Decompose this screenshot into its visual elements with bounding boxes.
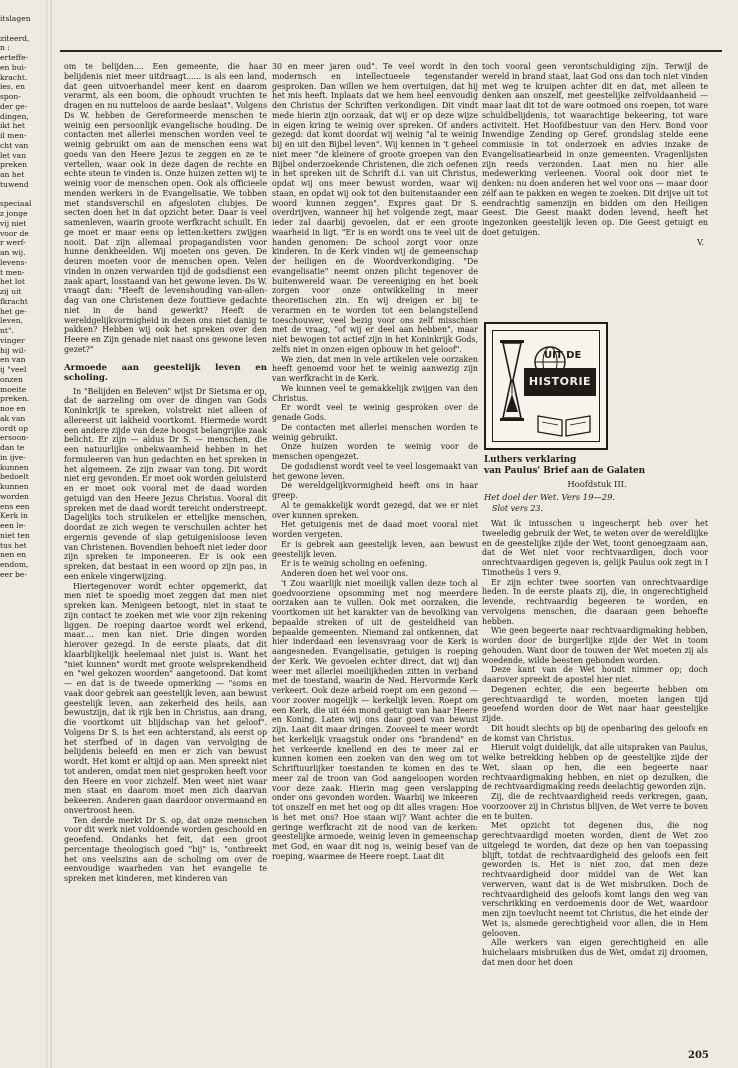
fragment-line: kunnen <box>0 462 29 472</box>
col1-paragraph-4: Ten derde merkt Dr S. op, dat onze menschen voor dit werk niet voldoende worden geschoold en geoefend. Ondanks het feit, dat een groot percentage theologisch goed "bij" is, "ontbreekt het ons veelszins aan de scholing om over de eenvoudige waarheden van het evangelie te spreken met kinderen, met kinderen van <box>64 815 267 883</box>
fragment-line: levens- <box>0 257 28 267</box>
col1-paragraph-1: om te belijden.... Een gemeente, die haar belijdenis niet meer uitdraagt...... is als een land, dat geen uitvoerhandel meer kent en daarom verarmt, als een boom, die ophoudt vruchten te dragen en nu nutteloos de aarde beslaat". Volgens Ds W. hebben de Gereformeerde menschen te weinig een persoonlijk evangelische houding. De contacten met allerlei menschen worden veel te weinig gebruikt om aan de menschen eens wat goeds van den Heere Jezus te zeggen en ze te vertellen, waar ook in deze dagen de rechte en echte steun te vinden is. Onze huizen zetten wij te weinig voor de menschen open. Ook als officieele menden werkers in de Evangelisatie. We tobben met standsverschil en afgesloten clubjes. De secten doen het in dat opzicht beter. Daar is veel samenleven, waarin groote werfkracht schuilt. En ge moet er maar eens op letten:ketters zwijgen nooit. Dat zijn allemaal propagandisten voor hunne denkbeelden. Wij moeten ons geven. De deuren moeten voor de menschen open. Velen vinden in onzen verwarden tijd de godsdienst een zaak apart, losstaand van het gewone leven. Ds W. vraagt dan: "Heeft de levenshouding van-allen-dag van one Christenen deze fouttieve gedachte niet in de hand gewerkt? Heeft de wereldgelijkvormigheid in dezen ons niet danig te pakken? Hebben wij ook het spreken over den Heere en Zijn genade niet naast ons gewone leven gezet?" <box>64 62 267 354</box>
fragment-line: Kerk in <box>0 511 28 521</box>
fragment-line: kracht. <box>0 72 28 82</box>
fragment-line: worden <box>0 491 29 501</box>
badge-bottom-label: HISTORIE <box>524 368 596 396</box>
col2-paragraph-10: Het getuigenis met de daad moet vooral niet worden vergeten. <box>272 520 478 539</box>
signature: V. <box>697 237 704 247</box>
fragment-line: een le- <box>0 521 26 530</box>
article-verse: Slot vers 23. <box>492 504 544 513</box>
top-rule <box>60 50 722 52</box>
fragment-line: let van <box>0 150 27 160</box>
fragment-line <box>0 24 40 34</box>
page-number: 205 <box>688 1050 709 1061</box>
col2-paragraph-9: Al te gemakkelijk wordt gezegd, dat we er niet over kunnen spreken. <box>272 500 478 520</box>
fragment-line: r werf- <box>0 238 26 248</box>
article-paragraph-2: Er zijn echter twee soorten van onrechtvaardige lieden. In de eerste plaats zij, die, in ongerechtigheid levende, rechtvaardig begeeren te worden, en vervolgens menschen, die daaraan geen behoefte hebben. <box>482 577 708 626</box>
fragment-line: bedoelt <box>0 472 29 482</box>
fragment-line: niet ten <box>0 530 30 540</box>
col1-paragraph-3: Hiertegenover wordt echter opgemerkt, dat men niet te spoedig moet zeggen dat men niet spreken kan. Menigeen betoogt, niet in staat te zijn contact te zoeken met wie voor zijn rekening liggen. De roeping daartoe wordt wel erkend, maar.... men kan niet. Drie dingen worden hierover gezegd. In de eerste plaats, dat dit klaarblijkelijk heelemaal niet juist is. Want het "niet kunnen" wordt met groote welsprekendheid en "wel gekozen woorden" aangetoond. Dat komt — en dat is de tweede opmerking — "soms en vaak door gebrek aan geestelijk leven, aan bewust geestelijk leven, aan zekerheid des heils, aan bewustzijn, dat ik rijk ben in Christus, aan drang, die voortkomt uit blijdschap van het geloof". Volgens Dr S. is het een achterstand, als eerst op het sterfbed of in dagen van vervolging de belijdenis beleefd en men er zich van bewust wordt. Het komt er altijd op aan. Men spreekt niet tot anderen, omdat men niet gesproken heeft voor den Heere en voor zichzelf. Men weet niet waar men staat en daarom moet men zich daarvan bekeeren. Anderen gaan daardoor onvermaand en onvertroost heen. <box>64 581 267 815</box>
col2-paragraph-4: Er wordt veel te weinig gesproken over de genade Gods. <box>272 403 478 422</box>
fragment-line: erteffe- <box>0 53 29 62</box>
col1-paragraph-2: In "Belijden en Beleven" wijst Dr Sietsma er op, dat de aarzeling om over de dingen van Gods Koninkrijk te spreken, volstrekt niet alleen of allereerst uit lakheid voortkomt. Hiermede wordt een andere zijde van deze hoogst belangrijke zaak belicht. Er zijn — aldus Dr S. — menschen, die een natuurlijke onbekwaamheid hebben in het formuleeren van hun gedachten en het spreken in het algemeen. Ze zijn zwaar van tong. Dit wordt niet erg gevonden. Er moet ook worden geluisterd en er moet ook vooral met de daad worden getuigd van den Heere Jezus Christus. Vooral dit spreken met de daad wordt tereicht onderstreept. Dagelijks toch struikelen er ettelijke menschen, doordat ze zich wegen te verschuilen achter het ergernis gevende of slap getuigenisloose leven van Christenen. Bovendien behoeft niet ieder door zijn spreken te imponeeren. Er is ook een spreken, dat bestaat in een woord op zijn pas, in een enkele vingerwijzing. <box>64 386 267 581</box>
column-3-article <box>482 519 708 1044</box>
col2-paragraph-12: Er is te weinig scholing en oefening. <box>281 559 428 569</box>
col2-paragraph-6: Onze huizen worden te weinig voor de menschen opengezet. <box>272 442 478 461</box>
fragment-line: hij wil- <box>0 345 27 355</box>
fragment-line: ies, en <box>0 82 26 92</box>
fragment-line: ens een <box>0 501 30 511</box>
fragment-line: voor de <box>0 228 29 238</box>
previous-page-fragment <box>0 14 40 580</box>
fragment-line: ordt op <box>0 423 28 433</box>
fragment-line: moeite <box>0 384 27 394</box>
fragment-line: tus het <box>0 540 27 550</box>
col2-paragraph-3: We kunnen veel te gemakkelijk zwijgen van den Christus. <box>272 383 478 403</box>
fragment-line: het ge- <box>0 306 27 316</box>
column-1 <box>64 62 267 1046</box>
article-paragraph-5: Degenen echter, die een begeerte hebben om gerechtvaardigd te worden, moeten langen tijd geoefend worden door de Wet naar haar geestelijke zijde. <box>482 684 708 723</box>
article-paragraph-10: Alle werkers van eigen gerechtigheid en alle huichelaars misbruiken dus de Wet, omdat zij droomen, dat men door het doen <box>482 938 708 967</box>
col2-paragraph-5: De contacten met allerlei menschen worden te weinig gebruikt. <box>272 422 478 442</box>
page-binding <box>46 0 52 1068</box>
fragment-line: itslagen <box>0 14 31 23</box>
fragment-line: nt". <box>0 326 14 335</box>
col2-paragraph-8: De wereldgelijkvormigheid heeft ons in haar greep. <box>272 481 478 500</box>
article-chapter: Hoofdstuk III. <box>567 479 627 489</box>
fragment-line: nen en <box>0 550 27 560</box>
article-title-line-1: Luthers verklaring <box>484 455 577 465</box>
article-paragraph-7: Hieruit volgt duidelijk, dat alle uitspraken van Paulus, welke betrekking hebben op de geestelijke zijde der Wet, slaan op hen, die een begeerte naar rechtvaardigmaking hebben, en niet op dezulken, die de rechtvaardigmaking reeds deelachtig geworden zijn. <box>482 743 708 792</box>
fragment-line: speciaal <box>0 199 32 209</box>
fragment-line: ak van <box>0 413 26 423</box>
fragment-line: endom, <box>0 560 29 569</box>
badge-top-label: UIT DE <box>544 350 582 361</box>
article-paragraph-9: Met opzicht tot degenen dus, die nog gerechtvaardigd moeten worden, dient de Wet zoo uitgelegd te worden, dat deze op hen van toepassing blijft, totdat de rechtvaardigheid des geloofs een feit geworden is. Het is niet zoo, dat men deze rechtvaardigheid door middel van de Wet kan verwerven, want dat is de Wet misbruiken. Doch de rechtvaardigheid des geloofs komt langs den weg van verschrikking en verdoemenis door de Wet, waardoor men zijn toevlucht neemt tot Christus, die het einde der Wet is, alsmede gerechtigheid voor allen, die in Hem gelooven. <box>482 821 708 938</box>
fragment-line: t men- <box>0 267 25 277</box>
col2-paragraph-11: Er is gebrek aan geestelijk leven, aan bewust geestelijk leven. <box>272 539 478 559</box>
fragment-line: spon- <box>0 92 21 101</box>
uit-de-historie-badge <box>484 322 608 450</box>
fragment-line: ersoon- <box>0 433 29 443</box>
fragment-line: preken <box>0 160 27 170</box>
fragment-line: noe en <box>0 404 26 413</box>
column-3-top <box>482 62 708 312</box>
article-subtitle: Het doel der Wet. Vers 19—29. <box>484 492 616 502</box>
fragment-line: leven, <box>0 316 24 326</box>
fragment-line: ij "veel <box>0 365 27 374</box>
fragment-line: vinger <box>0 335 25 345</box>
fragment-line: dan te <box>0 443 25 452</box>
fragment-line: en van <box>0 355 26 365</box>
book-icon <box>534 410 594 440</box>
col2-paragraph-13: Anderen doen het wel voor ons. <box>281 569 409 578</box>
article-header <box>484 455 710 514</box>
fragment-line: onzen <box>0 374 23 384</box>
fragment-line: n : <box>0 43 10 53</box>
col2-paragraph-14: 't Zou waarlijk niet moeilijk vallen deze toch al goedvoorziene opsomming met nog meerdere oorzaken aan te vullen. Ook met oorzaken, die voortkomen uit het karakter van de bevolking van bepaalde streken of uit de gesteldheid van bepaalde gemeenten. Niemand zal ontkennen, dat hier inderdaad een levensvraag voor de Kerk is aangesneden. Evangelisatie, getuigen is roeping der Kerk. We gevoelen echter direct, dat wij dan weer met allerlei moeilijkheden zitten in verband met de toestand, waarin de Ned. Hervormde Kerk verkeert. Ook deze arbeid roept om een gezond — voor zoover mogelijk — kerkelijk leven. Roept om een Kerk, die uit één mond getuigt van haar Heere en Koning. Laten wij ons daar goed van bewust zijn. Laat dit maar dringen. Zooveel te meer wordt het kerkelijk vraagstuk onder ons "brandend" en het verkeerde knellend en des te meer zal er kunnen komen een zoeken van den weg om tot Schriftuurlijker toestanden te komen en des te meer zal de troon van God aangeloopen worden voor deze zaak. Hierin mag geen verslapping onder ons gevonden worden. Waarbij we inkeeren tot onszelf en met het oog op dit alles vragen: Hoe is het met ons? Hoe staan wij? Want achter die geringe werfkracht zit de nood van de kerken: geestelijke armoede, weinig leven in gemeenschap met God, en waar dit nog is, weinig besef van de roeping, waarmee de Heere roept. Laat dit <box>272 578 478 861</box>
fragment-line: an wij. <box>0 248 26 257</box>
col2-paragraph-7: De godsdienst wordt veel te veel losgemaakt van het gewone leven. <box>272 461 478 481</box>
fragment-line: in ijve- <box>0 452 26 462</box>
fragment-line: z jonge <box>0 209 28 218</box>
article-title-line-2: van Paulus' Brief aan de Galaten <box>484 466 646 476</box>
article-paragraph-3: Wie geen begeerte naar rechtvaardigmaking hebben, worden door de burgerlijke zijde der Wet in toom gehouden. Want door de touwen der Wet moeten zij als woedende, wilde beesten gebonden worden. <box>482 626 708 665</box>
col1-section-heading: Armoede aan geestelijk leven en scholing. <box>64 362 267 383</box>
col3-paragraph-1: toch vooral geen verontschuldiging zijn. Terwijl de wereld in brand staat, laat God ons dan toch niet vinden met weg te kruipen achter dit en dat, met alleen te denken aan onszelf, met geestelijke zelfvoldaanheid — maar laat dit tot de ware ootmoed ons roepen, tot ware schuldbelijdenis, tot waarachtige bekeering, tot ware activiteit. Het Hoofdbestuur van den Herv. Bond voor Inwendige Zending op Geref. grondslag stelde eene commissie in tot onderzoek en advies inzake de Evangelisatiearbeid in onze gemeenten. Vragenlijsten zijn reeds verzonden. Laat men nu hier alle medewerking verleenen. Vooral ook door niet te denken: nu doen anderen het wel voor ons — maar door zélf aan te pakken en wegen te zoeken. Dit drijve uit tot eendrachtig samenzijn en bidden om den Heiligen Geest. Die Geest maakt doden levend, heeft het ingezonken geestelijk leven op. Die Geest getuigt en doet getuigen. <box>482 62 708 237</box>
fragment-line: zij uit <box>0 287 22 296</box>
fragment-line: cht van <box>0 140 29 150</box>
article-paragraph-4: Deze kant van de Wet houdt nimmer op; doch daarover spreekt de apostel hier niet. <box>482 665 708 684</box>
fragment-line: il men- <box>0 131 27 140</box>
fragment-line: tuwend <box>0 179 29 189</box>
article-paragraph-8: Zij, die de rechtvaardigheid reeds verkregen, gaan, voorzoover zij in Christus blijven, de Wet verre te boven en te buiten. <box>482 792 708 821</box>
fragment-line: dingen, <box>0 111 29 121</box>
col2-paragraph-2: We zien, dat men in vele artikelen vele oorzaken heeft genoemd voor het te weinig aanwezig zijn van werfkracht in de Kerk. <box>272 354 478 383</box>
fragment-line: fkracht <box>0 296 28 306</box>
col2-paragraph-1: 30 en meer jaren oud". Te veel wordt in den modernsch en intellectueele tegenstander gesproken. Dan willen we hem overtuigen, dat hij het mis heeft. Inplaats dat we hem heel eenvoudig den Christus der Schriften verkondigen. Dit vindt mede hierin zijn oorzaak, dat wij er op deze wijze in eigen kring te weinig over spreken. Of anders gezegd: dat komt doordat wij weinig "al te weinig bij en uit den Bijbel leven". Wij kennen in 't geheel niet meer "de kleinere of groote groepen van den Bijbel onderzoekende Christenen, die zich oefenen in het spreken uit de Schrift d.i. van uit Christus, opdat wij ons meer bewust worden, waar wij staan, en opdat wij ook tot den buitenstaander een woord kunnen zeggen". Expres gaat Dr S. overdrijven, wanneer hij het volgende zegt, maar ieder zal daarbij gevoelen, dat er een groote waarheid in ligt. "Er is en wordt ons te veel uit de handen genomen: De school zorgt voor onze kinderen. In de Kerk vinden wij de gemeenschap der heiligen en de Woordverkondiging. "De evangelisatie" neemt onzen plicht tegenover de buitenwereld waar. De vereeniging en het boek zorgen voor onze ontwikkeling in meer theoretischen zin. En wij dreigen er bij te verarmen en te worden tot een belangstellend toeschouwer, veel bezig voor ons zelf misschien met de vraag, "of wij er deel aan hebben", maar niet bewogen tot actief zijn in het Koninkrijk Gods, zelfs niet in onzen eigen opbouw in het geloof". <box>272 62 478 354</box>
fragment-line: eer be- <box>0 569 27 579</box>
fragment-line: vij niet <box>0 218 27 228</box>
fragment-line: an het <box>0 170 25 179</box>
fragment-line: kunnen <box>0 482 29 491</box>
fragment-line: het lot <box>0 277 25 287</box>
fragment-line: en bui- <box>0 62 27 72</box>
article-paragraph-1: Wat ik intusschen u ingescherpt heb over het tweeledig gebruik der Wet, te weten over de wereldlijke en de geestelijke zijde der Wet, toont genoegzaam aan, dat de Wet niet voor rechtvaardigen, doch voor onrechtvaardigen gegeven is, gelijk Paulus ook zegt in I Timotheüs 1 vers 9. <box>482 519 708 577</box>
fragment-line: ikt het <box>0 121 25 131</box>
column-2 <box>272 62 478 1046</box>
fragment-line <box>0 190 40 200</box>
fragment-line: ziteerd, <box>0 33 30 43</box>
article-paragraph-6: Dit houdt slechts op bij de openbaring des geloofs en de komst van Christus. <box>482 723 708 743</box>
fragment-line: preken. <box>0 394 30 404</box>
fragment-line: der ge- <box>0 101 28 111</box>
